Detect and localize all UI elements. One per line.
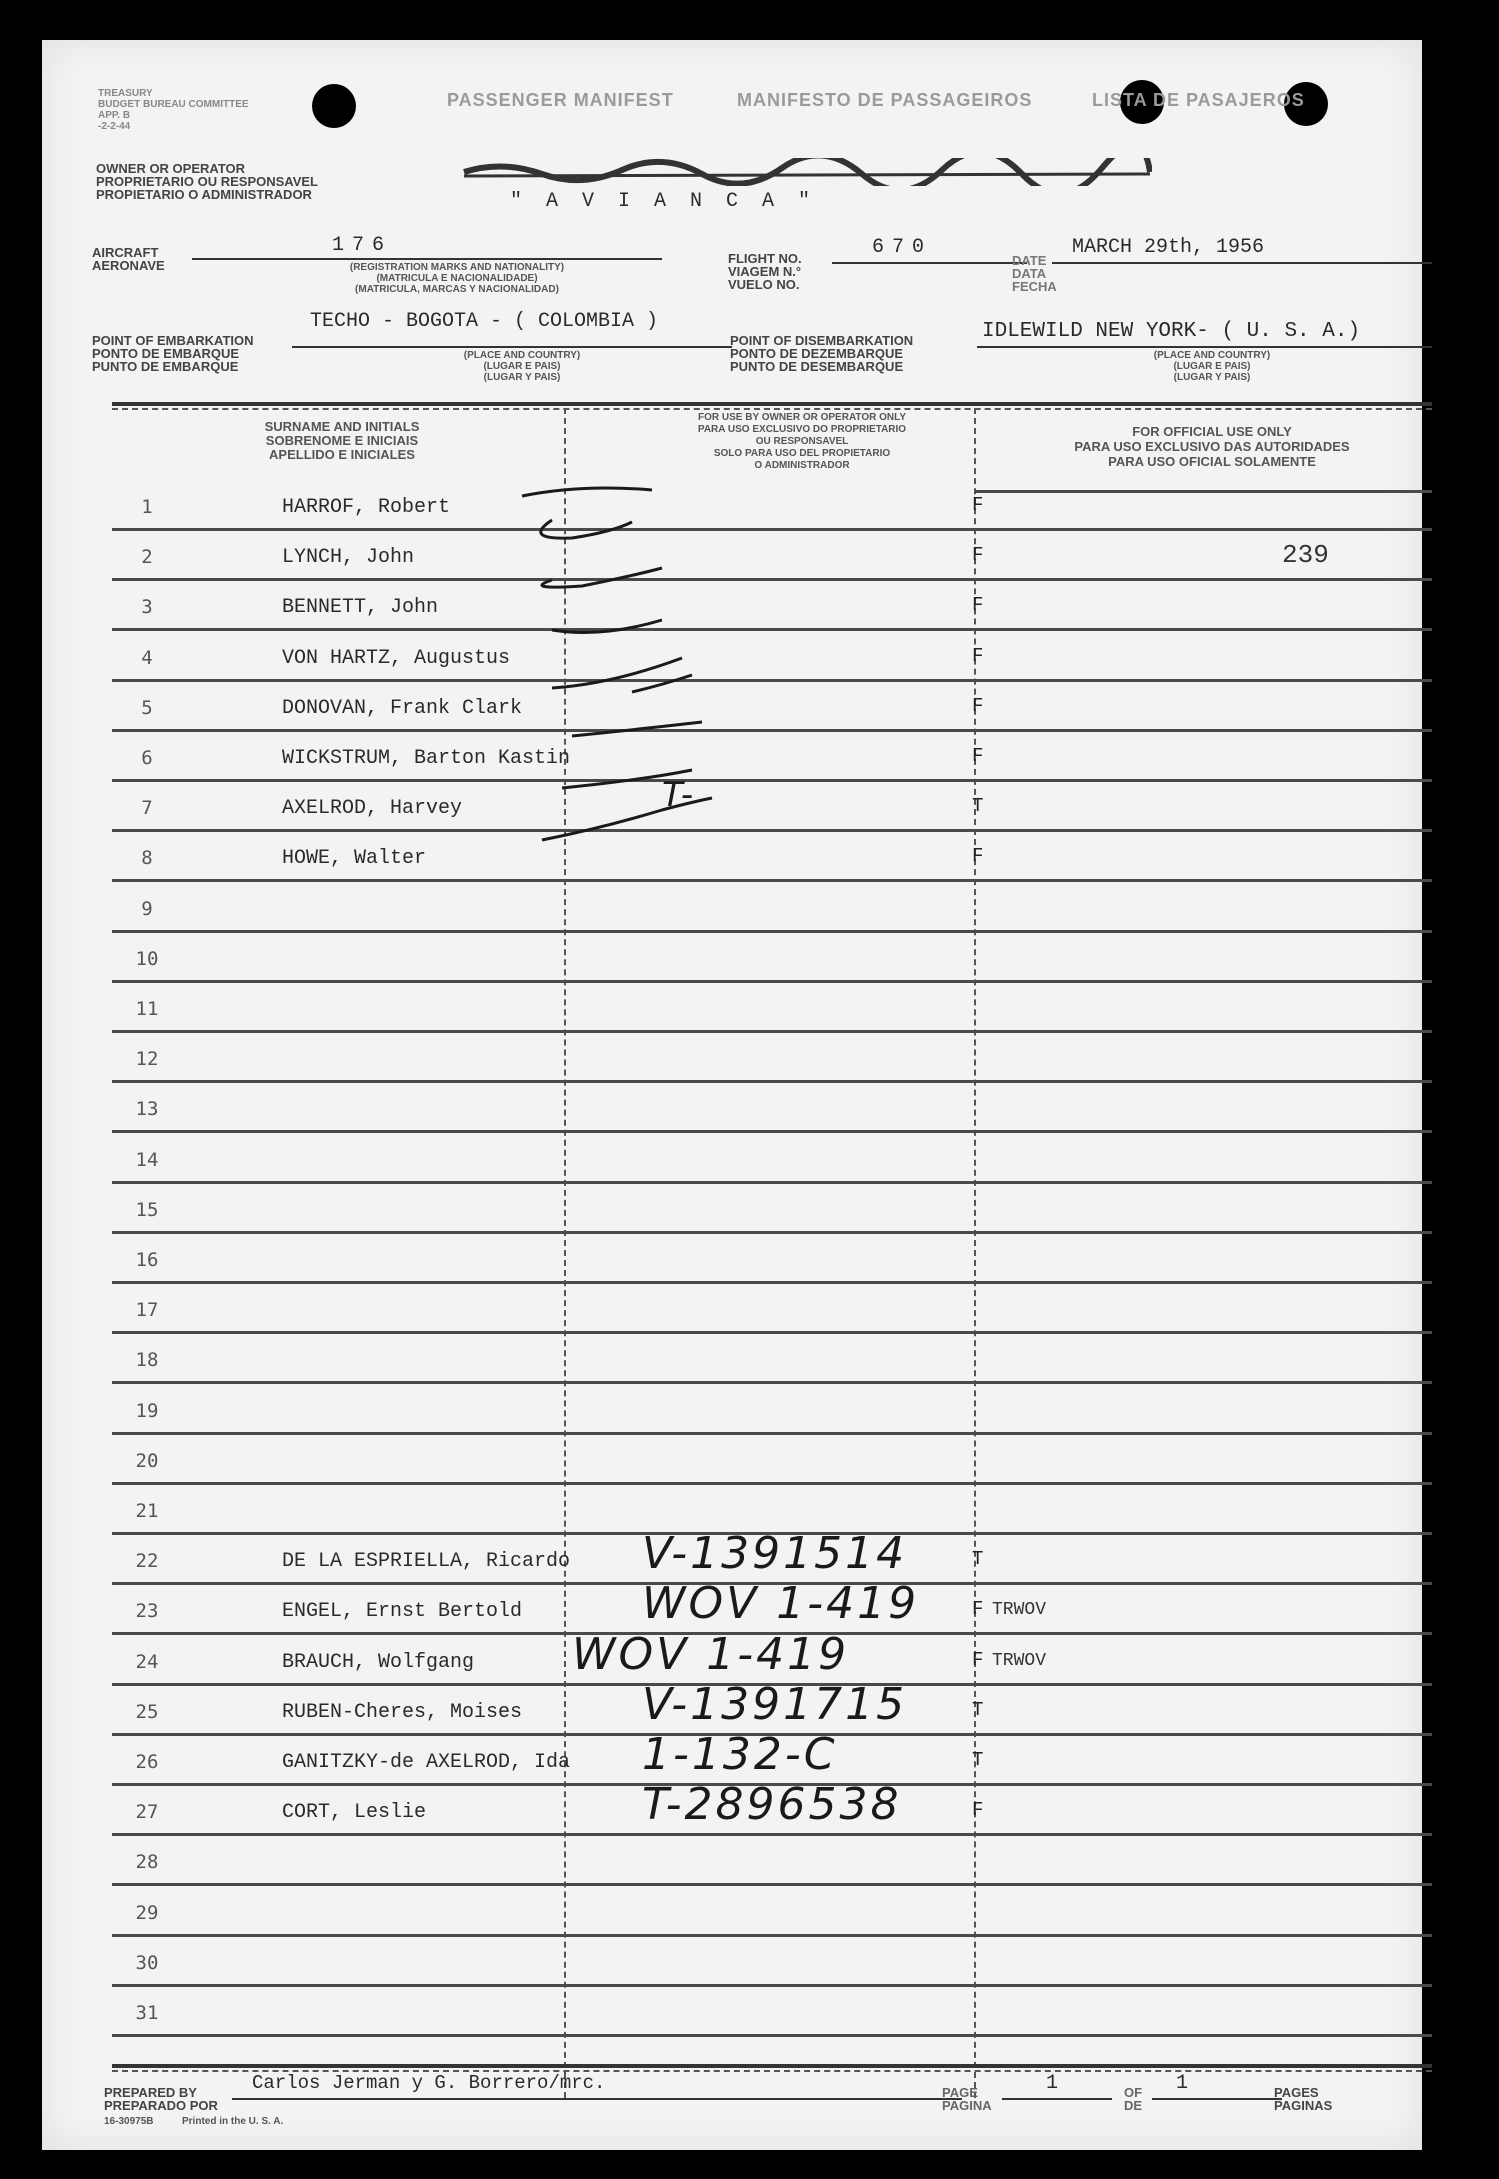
aircraft-value: 176 xyxy=(332,234,393,257)
row-number: 8 xyxy=(141,847,153,869)
passenger-name: HARROF, Robert xyxy=(282,496,451,519)
aircraft-underline xyxy=(192,258,662,260)
flight-label: VIAGEM N.° xyxy=(728,264,802,279)
flight-label: FLIGHT NO. xyxy=(728,251,802,266)
row-number: 9 xyxy=(141,898,153,920)
row-line xyxy=(112,1030,1432,1033)
row-line xyxy=(112,1231,1432,1234)
header-separator xyxy=(974,490,1432,493)
embarkation-sub-label: (PLACE AND COUNTRY) xyxy=(463,350,581,361)
row-number: 27 xyxy=(135,1801,159,1823)
prepared-label: PREPARED BY xyxy=(104,2085,197,2100)
printed-in: Printed in the U. S. A. xyxy=(182,2116,284,2127)
page-label: PAGE xyxy=(942,2085,978,2100)
punch-hole xyxy=(312,84,356,128)
class-code: T xyxy=(972,795,984,817)
row-line xyxy=(112,1281,1432,1284)
date-labels xyxy=(1012,254,1057,293)
row-number: 6 xyxy=(141,747,153,769)
date-label: DATE xyxy=(1012,253,1047,268)
column-header-line: APELLIDO E INICIALES xyxy=(269,447,415,462)
pages-label: PAGINAS xyxy=(1274,2098,1333,2113)
aircraft-sub-label: (MATRICULA E NACIONALIDADE) xyxy=(376,273,538,284)
class-code: F xyxy=(972,845,984,867)
handwritten-document-number: WOV 1-419 xyxy=(642,1578,920,1629)
title-portuguese: MANIFESTO DE PASSAGEIROS xyxy=(737,90,1033,110)
column-header-owner-use xyxy=(612,412,992,472)
flight-value: 670 xyxy=(872,236,933,259)
row-number: 21 xyxy=(135,1500,159,1522)
row-line xyxy=(112,1432,1432,1435)
date-underline xyxy=(1052,262,1432,264)
row-number: 15 xyxy=(135,1199,159,1221)
row-number: 12 xyxy=(135,1048,159,1070)
row-number: 2 xyxy=(141,546,153,568)
manifest-sheet xyxy=(42,40,1422,2150)
disembarkation-label: POINT OF DISEMBARKATION xyxy=(730,333,914,348)
disembarkation-underline xyxy=(977,346,1432,348)
row-line xyxy=(112,930,1432,933)
row-number: 30 xyxy=(135,1952,159,1974)
row-line xyxy=(112,1833,1432,1836)
column-header-line: PARA USO EXCLUSIVO DAS AUTORIDADES xyxy=(1074,439,1350,454)
form-line: -2-2-44 xyxy=(98,121,131,132)
class-code: F xyxy=(972,745,984,767)
disembarkation-label: PUNTO DE DESEMBARQUE xyxy=(730,359,904,374)
handwritten-document-number: V-1391514 xyxy=(642,1528,908,1579)
prepared-underline xyxy=(232,2098,962,2100)
date-label: DATA xyxy=(1012,266,1047,281)
row-line xyxy=(112,528,1432,531)
flight-label: VUELO NO. xyxy=(728,277,800,292)
row-number: 1 xyxy=(141,496,153,518)
row-number: 16 xyxy=(135,1249,159,1271)
column-header-line: PARA USO EXCLUSIVO DO PROPRIETARIO xyxy=(697,424,907,435)
class-code: F xyxy=(972,494,984,516)
class-code: F xyxy=(972,594,984,616)
row-number: 19 xyxy=(135,1400,159,1422)
row-number: 4 xyxy=(141,647,153,669)
handwritten-document-number: WOV 1-419 xyxy=(572,1629,850,1680)
row-number: 28 xyxy=(135,1851,159,1873)
flight-underline xyxy=(832,262,1027,264)
passenger-name: CORT, Leslie xyxy=(282,1801,427,1824)
row-number: 5 xyxy=(141,697,153,719)
passenger-name: BRAUCH, Wolfgang xyxy=(282,1651,475,1674)
embarkation-sub-labels xyxy=(422,350,622,383)
row-number: 29 xyxy=(135,1902,159,1924)
class-code: F xyxy=(972,1598,984,1620)
row-number: 11 xyxy=(135,998,159,1020)
embarkation-label: PUNTO DE EMBARQUE xyxy=(92,359,239,374)
row-line xyxy=(112,1984,1432,1987)
passenger-name: VON HARTZ, Augustus xyxy=(282,647,511,670)
prepared-label: PREPARADO POR xyxy=(104,2098,218,2113)
of-label: DE xyxy=(1124,2098,1143,2113)
row-line xyxy=(112,578,1432,581)
struck-out-text xyxy=(462,158,1152,186)
prepared-labels xyxy=(104,2086,218,2112)
aircraft-sub-labels xyxy=(282,262,632,295)
passenger-name: AXELROD, Harvey xyxy=(282,797,463,820)
disembarkation-labels xyxy=(730,334,913,373)
column-header-line: FOR OFFICIAL USE ONLY xyxy=(1132,424,1292,439)
disembarkation-value: IDLEWILD NEW YORK- ( U. S. A.) xyxy=(982,320,1361,343)
row-line xyxy=(112,1883,1432,1886)
row-line xyxy=(112,1381,1432,1384)
official-note: TRWOV xyxy=(992,1600,1047,1620)
column-header-names xyxy=(182,420,502,462)
row-line xyxy=(112,1934,1432,1937)
passenger-name: LYNCH, John xyxy=(282,546,415,569)
passenger-name: WICKSTRUM, Barton Kastin xyxy=(282,747,571,770)
handwritten-document-number: T-2896538 xyxy=(642,1779,902,1830)
table-bottom-border xyxy=(112,2064,1432,2068)
row-number: 23 xyxy=(135,1600,159,1622)
aircraft-label: AIRCRAFT xyxy=(92,245,159,260)
aircraft-labels xyxy=(92,246,165,272)
column-header-line: FOR USE BY OWNER OR OPERATOR ONLY xyxy=(698,412,906,423)
disembarkation-label: PONTO DE DEZEMBARQUE xyxy=(730,346,904,361)
form-line: APP. B xyxy=(98,110,131,121)
title-english: PASSENGER MANIFEST xyxy=(447,90,674,110)
form-line: BUDGET BUREAU COMMITTEE xyxy=(98,99,249,110)
row-number: 13 xyxy=(135,1098,159,1120)
table-top-border xyxy=(112,402,1432,406)
column-header-line: O ADMINISTRADOR xyxy=(754,460,850,471)
class-code: T xyxy=(972,1548,984,1570)
date-value: MARCH 29th, 1956 xyxy=(1072,236,1265,259)
title-spanish: LISTA DE PASAJEROS xyxy=(1092,90,1305,110)
row-number: 10 xyxy=(135,948,159,970)
embarkation-labels xyxy=(92,334,254,373)
pages-labels xyxy=(1274,2086,1332,2112)
disembarkation-sub-label: (PLACE AND COUNTRY) xyxy=(1153,350,1271,361)
column-header-line: PARA USO OFICIAL SOLAMENTE xyxy=(1108,454,1316,469)
passenger-name: BENNETT, John xyxy=(282,596,439,619)
column-header-line: SURNAME AND INITIALS xyxy=(264,419,420,434)
class-code: F xyxy=(972,544,984,566)
row-line xyxy=(112,2034,1432,2037)
passenger-name: HOWE, Walter xyxy=(282,847,427,870)
column-header-official-use xyxy=(1002,424,1422,469)
aircraft-sub-label: (REGISTRATION MARKS AND NATIONALITY) xyxy=(349,262,565,273)
class-code: F xyxy=(972,695,984,717)
disembarkation-sub-label: (LUGAR E PAIS) xyxy=(1173,361,1251,372)
page-total: 1 xyxy=(1176,2072,1189,2095)
embarkation-sub-label: (LUGAR Y PAIS) xyxy=(483,372,561,383)
row-line xyxy=(112,628,1432,631)
owner-label: OWNER OR OPERATOR xyxy=(96,161,246,176)
page-number: 1 xyxy=(1046,2072,1059,2095)
owner-label: PROPRIETARIO OU RESPONSAVEL xyxy=(96,174,318,189)
table-top-border-dashed xyxy=(112,408,1432,410)
of-label: OF xyxy=(1124,2085,1143,2100)
disembarkation-sub-labels xyxy=(1102,350,1322,383)
official-note: 239 xyxy=(1282,540,1329,570)
class-code: F xyxy=(972,1649,984,1671)
handwritten-document-number: 1-132-C xyxy=(642,1729,838,1780)
row-line xyxy=(112,729,1432,732)
pages-label: PAGES xyxy=(1274,2085,1319,2100)
form-line: TREASURY xyxy=(98,88,153,99)
embarkation-sub-label: (LUGAR E PAIS) xyxy=(483,361,561,372)
row-line xyxy=(112,980,1432,983)
passenger-name: DONOVAN, Frank Clark xyxy=(282,697,523,720)
row-number: 7 xyxy=(141,797,153,819)
row-line xyxy=(112,1080,1432,1083)
row-line xyxy=(112,679,1432,682)
embarkation-underline xyxy=(292,346,732,348)
aircraft-sub-label: (MATRICULA, MARCAS Y NACIONALIDAD) xyxy=(355,284,559,295)
embarkation-label: POINT OF EMBARKATION xyxy=(92,333,254,348)
date-label: FECHA xyxy=(1012,279,1057,294)
row-number: 22 xyxy=(135,1550,159,1572)
handwritten-check-marks xyxy=(492,480,752,920)
handwritten-document-number: V-1391715 xyxy=(642,1679,908,1730)
form-code: 16-30975B xyxy=(104,2116,154,2127)
passenger-name: ENGEL, Ernst Bertold xyxy=(282,1600,523,1623)
column-header-line: SOBRENOME E INICIAIS xyxy=(265,433,419,448)
row-line xyxy=(112,1331,1432,1334)
row-line xyxy=(112,879,1432,882)
strikeout-scribble xyxy=(462,158,1152,186)
row-line xyxy=(112,1181,1432,1184)
column-header-line: SOLO PARA USO DEL PROPIETARIO xyxy=(713,448,891,459)
passenger-name: DE LA ESPRIELLA, Ricardo xyxy=(282,1550,571,1573)
form-info xyxy=(98,88,249,132)
passenger-name: RUBEN-Cheres, Moises xyxy=(282,1701,523,1724)
row-number: 17 xyxy=(135,1299,159,1321)
page-labels xyxy=(942,2086,992,2112)
class-code: F xyxy=(972,1799,984,1821)
aircraft-label: AERONAVE xyxy=(92,258,165,273)
page-total-underline xyxy=(1152,2098,1282,2100)
flight-labels xyxy=(728,252,802,291)
row-line xyxy=(112,779,1432,782)
row-line xyxy=(112,829,1432,832)
class-code: F xyxy=(972,645,984,667)
row-number: 18 xyxy=(135,1349,159,1371)
row-line xyxy=(112,1482,1432,1485)
disembarkation-sub-label: (LUGAR Y PAIS) xyxy=(1173,372,1251,383)
page-label: PAGINA xyxy=(942,2098,992,2113)
embarkation-label: PONTO DE EMBARQUE xyxy=(92,346,240,361)
embarkation-value: TECHO - BOGOTA - ( COLOMBIA ) xyxy=(310,310,659,333)
operator-name: " A V I A N C A " xyxy=(510,190,817,213)
class-code: T xyxy=(972,1699,984,1721)
row-number: 20 xyxy=(135,1450,159,1472)
owner-labels xyxy=(96,162,318,201)
of-labels xyxy=(1124,2086,1142,2112)
row-number: 25 xyxy=(135,1701,159,1723)
row-line xyxy=(112,1130,1432,1133)
passenger-name: GANITZKY-de AXELROD, Ida xyxy=(282,1751,571,1774)
prepared-by-value: Carlos Jerman y G. Borrero/mrc. xyxy=(252,2072,606,2094)
handwritten-document-number: T- xyxy=(662,775,697,815)
column-header-line: OU RESPONSAVEL xyxy=(755,436,849,447)
owner-label: PROPIETARIO O ADMINISTRADOR xyxy=(96,187,312,202)
class-code: T xyxy=(972,1749,984,1771)
row-number: 3 xyxy=(141,596,153,618)
official-note: TRWOV xyxy=(992,1651,1047,1671)
page-underline xyxy=(1002,2098,1112,2100)
row-number: 31 xyxy=(135,2002,159,2024)
row-number: 24 xyxy=(135,1651,159,1673)
row-number: 14 xyxy=(135,1149,159,1171)
row-number: 26 xyxy=(135,1751,159,1773)
